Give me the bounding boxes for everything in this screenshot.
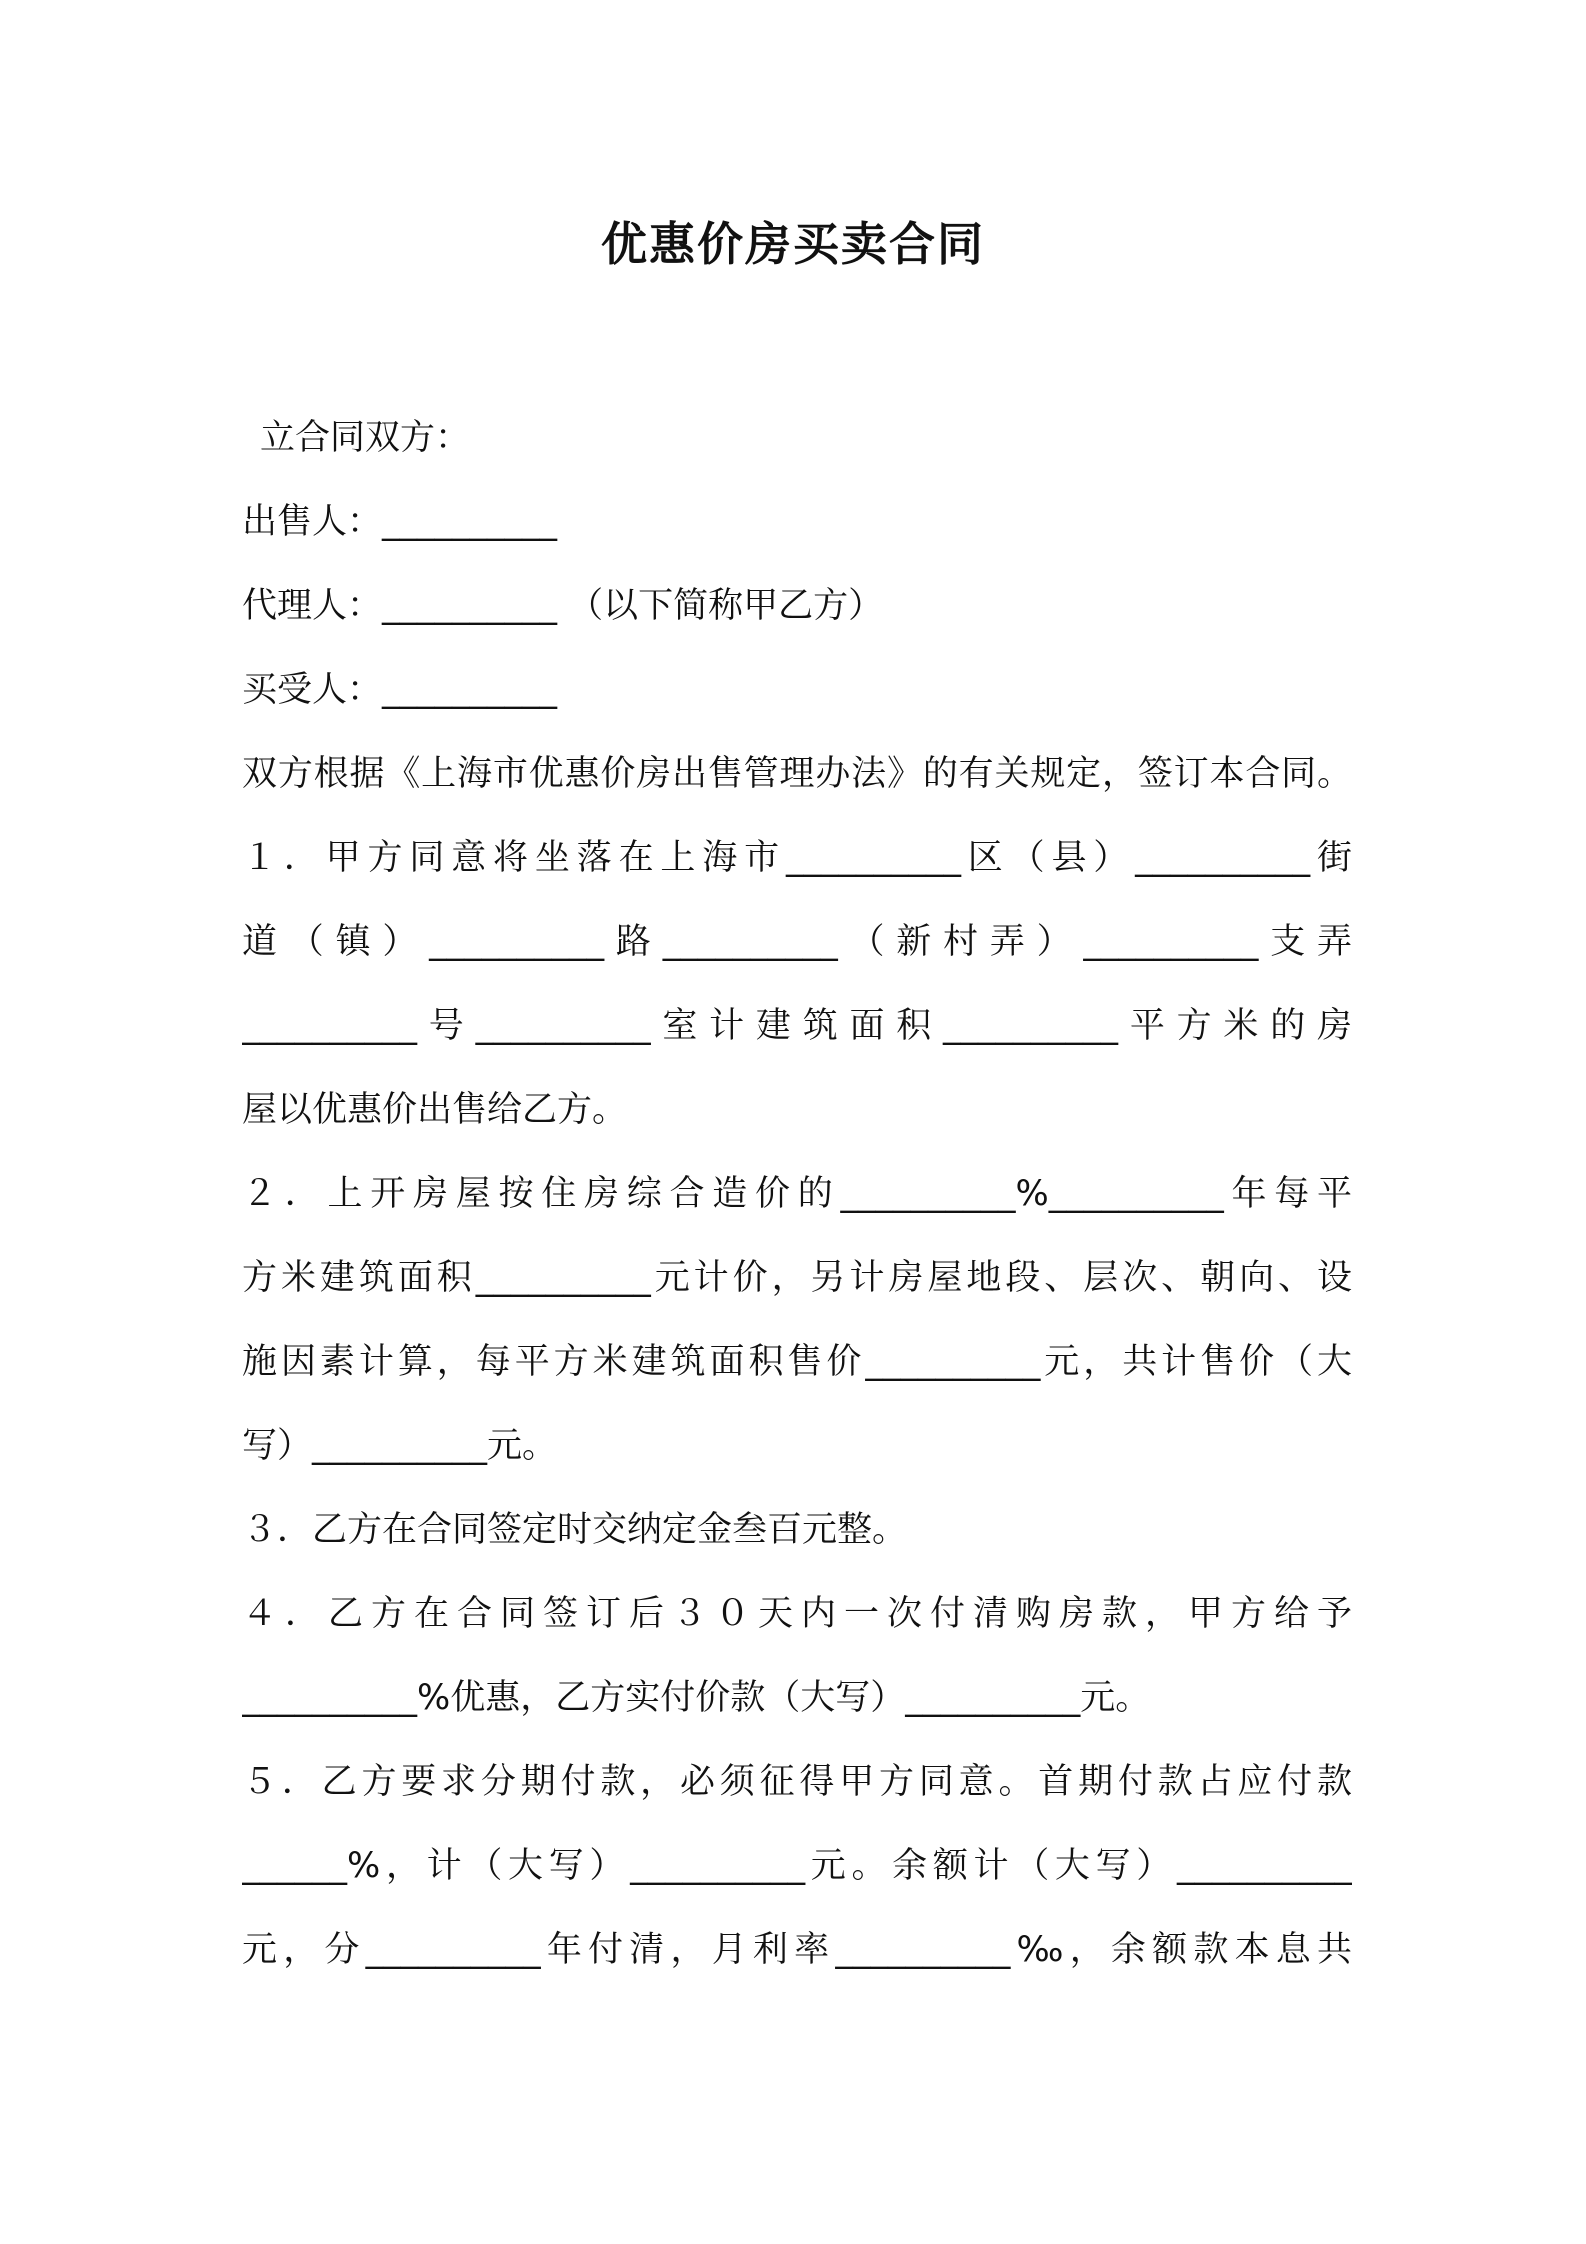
clause-1-line-3: __________号__________室计建筑面积__________平方米的房 bbox=[242, 1006, 1352, 1046]
clause-3-line-1: ３．乙方在合同签定时交纳定金叁百元整。 bbox=[242, 1510, 908, 1550]
clause-4-line-2: __________%优惠，乙方实付价款（大写）__________元。 bbox=[242, 1678, 1151, 1718]
clause-2-line-1: ２．上开房屋按住房综合造价的__________%__________年每平 bbox=[242, 1174, 1352, 1214]
clause-1-line-4: 屋以优惠价出售给乙方。 bbox=[242, 1090, 628, 1130]
clause-5-line-2: ______%，计（大写）__________元。余额计（大写）__________ bbox=[242, 1846, 1352, 1886]
agent-line: 代理人：__________ （以下简称甲乙方） bbox=[242, 586, 884, 626]
buyer-line: 买受人：__________ bbox=[242, 670, 558, 710]
clause-5-line-3: 元，分__________年付清，月利率__________‰，余额款本息共 bbox=[242, 1930, 1352, 1970]
clause-2-line-3: 施因素计算，每平方米建筑面积售价__________元，共计售价（大 bbox=[242, 1342, 1352, 1382]
parties-heading: 立合同双方： bbox=[260, 418, 471, 458]
clause-5-line-1: ５．乙方要求分期付款，必须征得甲方同意。首期付款占应付款 bbox=[242, 1762, 1352, 1802]
seller-line: 出售人：__________ bbox=[242, 502, 558, 542]
clause-1-line-1: １．甲方同意将坐落在上海市__________区（县）__________街 bbox=[242, 838, 1352, 878]
document-title: 优惠价房买卖合同 bbox=[601, 217, 985, 271]
clause-1-line-2: 道（镇）__________路__________（新村弄）__________支弄 bbox=[242, 922, 1352, 962]
preamble-line: 双方根据《上海市优惠价房出售管理办法》的有关规定，签订本合同。 bbox=[242, 754, 1352, 794]
clause-4-line-1: ４．乙方在合同签订后３０天内一次付清购房款，甲方给予 bbox=[242, 1594, 1352, 1634]
clause-2-line-2: 方米建筑面积__________元计价，另计房屋地段、层次、朝向、设 bbox=[242, 1258, 1352, 1298]
clause-2-line-4: 写）__________元。 bbox=[242, 1426, 558, 1466]
